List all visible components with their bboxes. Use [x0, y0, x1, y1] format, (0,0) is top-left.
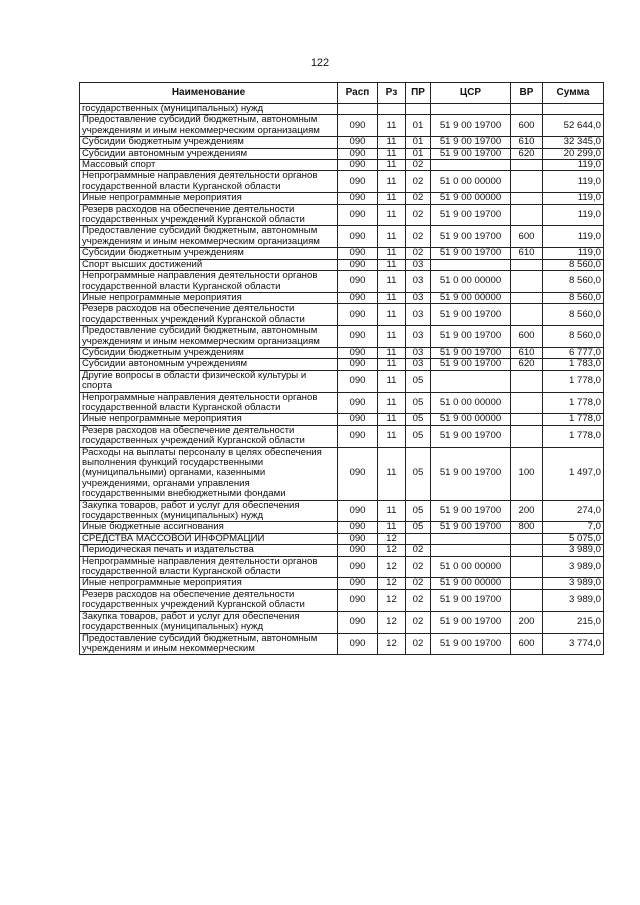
header-rasp: Расп — [338, 83, 378, 104]
cell-rasp: 090 — [338, 578, 378, 589]
cell-sum: 8 560,0 — [543, 271, 604, 293]
cell-rasp: 090 — [338, 370, 378, 392]
cell-csr: 51 0 00 00000 — [431, 171, 511, 193]
cell-sum: 5 075,0 — [543, 533, 604, 544]
cell-rz: 11 — [378, 425, 406, 447]
cell-rasp: 090 — [338, 533, 378, 544]
header-csr: ЦСР — [431, 83, 511, 104]
table-row — [80, 633, 604, 655]
cell-pr: 03 — [406, 271, 431, 293]
cell-pr: 02 — [406, 578, 431, 589]
cell-vr: 800 — [511, 522, 543, 533]
cell-vr — [511, 271, 543, 293]
table-row — [80, 304, 604, 326]
cell-sum: 20 299,0 — [543, 148, 604, 159]
cell-csr: 51 9 00 19700 — [431, 611, 511, 633]
table-row — [80, 556, 604, 578]
cell-sum: 8 560,0 — [543, 304, 604, 326]
cell-pr: 05 — [406, 447, 431, 500]
cell-vr: 610 — [511, 347, 543, 358]
cell-sum: 1 778,0 — [543, 414, 604, 425]
cell-rasp: 090 — [338, 500, 378, 522]
table-row — [80, 545, 604, 556]
cell-vr — [511, 556, 543, 578]
cell-pr: 02 — [406, 171, 431, 193]
cell-sum: 52 644,0 — [543, 115, 604, 137]
cell-pr: 03 — [406, 292, 431, 303]
cell-rz: 11 — [378, 193, 406, 204]
cell-rz: 12 — [378, 533, 406, 544]
cell-name: Непрограммные направления деятельности органов государственной власти Курганской области — [80, 171, 338, 193]
cell-vr — [511, 370, 543, 392]
cell-pr: 05 — [406, 522, 431, 533]
cell-name: государственных (муниципальных) нужд — [80, 104, 338, 115]
cell-csr: 51 9 00 00000 — [431, 292, 511, 303]
cell-vr — [511, 425, 543, 447]
cell-pr: 02 — [406, 545, 431, 556]
cell-name: Резерв расходов на обеспечение деятельности государственных учреждений Курганской области — [80, 425, 338, 447]
cell-rz: 11 — [378, 137, 406, 148]
cell-vr — [511, 533, 543, 544]
table-row — [80, 392, 604, 414]
cell-pr: 03 — [406, 326, 431, 348]
cell-name: Субсидии бюджетным учреждениям — [80, 137, 338, 148]
cell-pr: 03 — [406, 347, 431, 358]
cell-rasp: 090 — [338, 414, 378, 425]
cell-pr: 05 — [406, 500, 431, 522]
cell-sum: 8 560,0 — [543, 292, 604, 303]
cell-rz — [378, 104, 406, 115]
cell-pr: 02 — [406, 226, 431, 248]
cell-rz: 11 — [378, 226, 406, 248]
cell-pr — [406, 104, 431, 115]
cell-rasp: 090 — [338, 148, 378, 159]
cell-pr: 03 — [406, 359, 431, 370]
cell-rasp: 090 — [338, 115, 378, 137]
header-vr: ВР — [511, 83, 543, 104]
cell-rasp: 090 — [338, 633, 378, 655]
cell-rz: 11 — [378, 259, 406, 270]
cell-csr: 51 9 00 19700 — [431, 633, 511, 655]
table-row — [80, 204, 604, 226]
table-row — [80, 611, 604, 633]
cell-sum — [543, 104, 604, 115]
cell-name: Предоставление субсидий бюджетным, автономным учреждениям и иным некоммерческим организациям — [80, 115, 338, 137]
cell-vr — [511, 304, 543, 326]
cell-vr: 620 — [511, 148, 543, 159]
cell-rasp: 090 — [338, 545, 378, 556]
cell-rasp: 090 — [338, 248, 378, 259]
cell-pr: 03 — [406, 259, 431, 270]
cell-name: Непрограммные направления деятельности органов государственной власти Курганской области — [80, 556, 338, 578]
cell-csr: 51 0 00 00000 — [431, 392, 511, 414]
cell-csr: 51 9 00 19700 — [431, 248, 511, 259]
table-row — [80, 193, 604, 204]
table-row — [80, 370, 604, 392]
cell-sum: 1 778,0 — [543, 370, 604, 392]
cell-rasp: 090 — [338, 160, 378, 171]
cell-vr — [511, 414, 543, 425]
cell-rasp: 090 — [338, 326, 378, 348]
cell-pr: 01 — [406, 148, 431, 159]
cell-name: Иные непрограммные мероприятия — [80, 414, 338, 425]
cell-rz: 11 — [378, 148, 406, 159]
cell-rasp: 090 — [338, 359, 378, 370]
cell-name: Субсидии автономным учреждениям — [80, 359, 338, 370]
cell-rz: 12 — [378, 589, 406, 611]
cell-name: Резерв расходов на обеспечение деятельности государственных учреждений Курганской области — [80, 304, 338, 326]
cell-name: Резерв расходов на обеспечение деятельности государственных учреждений Курганской области — [80, 204, 338, 226]
cell-pr: 05 — [406, 370, 431, 392]
cell-name: Иные бюджетные ассигнования — [80, 522, 338, 533]
cell-csr: 51 0 00 00000 — [431, 271, 511, 293]
cell-vr: 610 — [511, 137, 543, 148]
cell-name: Субсидии автономным учреждениям — [80, 148, 338, 159]
table-row — [80, 171, 604, 193]
cell-pr: 01 — [406, 137, 431, 148]
cell-rasp: 090 — [338, 171, 378, 193]
cell-rasp: 090 — [338, 589, 378, 611]
cell-pr: 01 — [406, 115, 431, 137]
table-row — [80, 589, 604, 611]
header-sum: Сумма — [543, 83, 604, 104]
cell-csr: 51 9 00 19700 — [431, 359, 511, 370]
cell-csr — [431, 545, 511, 556]
cell-rz: 12 — [378, 611, 406, 633]
table-row — [80, 359, 604, 370]
cell-rz: 11 — [378, 204, 406, 226]
cell-rz: 11 — [378, 248, 406, 259]
cell-rasp: 090 — [338, 226, 378, 248]
cell-vr: 600 — [511, 326, 543, 348]
cell-name: Другие вопросы в области физической культуры и спорта — [80, 370, 338, 392]
cell-name: Иные непрограммные мероприятия — [80, 292, 338, 303]
table-row — [80, 414, 604, 425]
cell-csr: 51 9 00 19700 — [431, 447, 511, 500]
cell-vr — [511, 104, 543, 115]
cell-name: Предоставление субсидий бюджетным, автономным учреждениям и иным некоммерческим организациям — [80, 226, 338, 248]
cell-vr — [511, 589, 543, 611]
cell-name: Иные непрограммные мероприятия — [80, 193, 338, 204]
table-row — [80, 522, 604, 533]
cell-vr: 200 — [511, 500, 543, 522]
cell-rz: 11 — [378, 304, 406, 326]
cell-pr: 05 — [406, 414, 431, 425]
cell-csr — [431, 160, 511, 171]
cell-rz: 11 — [378, 160, 406, 171]
cell-pr: 02 — [406, 611, 431, 633]
cell-vr — [511, 171, 543, 193]
cell-vr — [511, 204, 543, 226]
cell-vr — [511, 193, 543, 204]
cell-rz: 11 — [378, 292, 406, 303]
table-row — [80, 425, 604, 447]
header-name: Наименование — [80, 83, 338, 104]
cell-name: Предоставление субсидий бюджетным, автономным учреждениям и иным некоммерческим организациям — [80, 326, 338, 348]
cell-vr: 620 — [511, 359, 543, 370]
cell-pr: 02 — [406, 204, 431, 226]
cell-vr — [511, 259, 543, 270]
cell-sum: 119,0 — [543, 171, 604, 193]
cell-sum: 1 497,0 — [543, 447, 604, 500]
cell-rasp: 090 — [338, 304, 378, 326]
cell-csr: 51 9 00 00000 — [431, 414, 511, 425]
cell-pr: 02 — [406, 193, 431, 204]
cell-csr — [431, 533, 511, 544]
cell-rz: 11 — [378, 326, 406, 348]
cell-rz: 11 — [378, 271, 406, 293]
cell-rasp: 090 — [338, 392, 378, 414]
cell-csr — [431, 104, 511, 115]
table-row — [80, 137, 604, 148]
cell-rasp: 090 — [338, 611, 378, 633]
cell-sum: 1 778,0 — [543, 392, 604, 414]
cell-sum: 8 560,0 — [543, 326, 604, 348]
cell-name: Непрограммные направления деятельности органов государственной власти Курганской области — [80, 392, 338, 414]
cell-vr — [511, 292, 543, 303]
cell-name: Периодическая печать и издательства — [80, 545, 338, 556]
cell-name: Резерв расходов на обеспечение деятельности государственных учреждений Курганской области — [80, 589, 338, 611]
cell-vr: 100 — [511, 447, 543, 500]
cell-name: Непрограммные направления деятельности органов государственной власти Курганской области — [80, 271, 338, 293]
cell-sum: 119,0 — [543, 204, 604, 226]
cell-sum: 3 774,0 — [543, 633, 604, 655]
cell-vr: 600 — [511, 115, 543, 137]
budget-table — [79, 82, 604, 655]
cell-sum: 3 989,0 — [543, 545, 604, 556]
cell-rasp: 090 — [338, 522, 378, 533]
cell-rz: 12 — [378, 578, 406, 589]
cell-csr: 51 0 00 00000 — [431, 556, 511, 578]
cell-name: Массовый спорт — [80, 160, 338, 171]
cell-rz: 11 — [378, 392, 406, 414]
cell-pr: 02 — [406, 248, 431, 259]
table-body — [80, 104, 604, 655]
cell-rasp: 090 — [338, 347, 378, 358]
cell-name: Расходы на выплаты персоналу в целях обеспечения выполнения функций государственными (муниципальными) органами, казенными учреждениями, органами управления государственными внебюджетными фондами — [80, 447, 338, 500]
cell-csr: 51 9 00 00000 — [431, 578, 511, 589]
cell-sum: 215,0 — [543, 611, 604, 633]
cell-sum: 119,0 — [543, 193, 604, 204]
cell-rz: 11 — [378, 414, 406, 425]
cell-sum: 3 989,0 — [543, 578, 604, 589]
table-row — [80, 248, 604, 259]
cell-csr: 51 9 00 19700 — [431, 326, 511, 348]
cell-name: Субсидии бюджетным учреждениям — [80, 347, 338, 358]
table-row — [80, 500, 604, 522]
cell-pr: 03 — [406, 304, 431, 326]
cell-vr: 610 — [511, 248, 543, 259]
cell-sum: 8 560,0 — [543, 259, 604, 270]
cell-pr — [406, 533, 431, 544]
cell-name: Закупка товаров, работ и услуг для обеспечения государственных (муниципальных) нужд — [80, 611, 338, 633]
cell-csr: 51 9 00 00000 — [431, 193, 511, 204]
cell-pr: 02 — [406, 160, 431, 171]
cell-sum: 119,0 — [543, 248, 604, 259]
table-row — [80, 160, 604, 171]
cell-vr — [511, 392, 543, 414]
cell-vr — [511, 160, 543, 171]
cell-sum: 6 777,0 — [543, 347, 604, 358]
cell-csr: 51 9 00 19700 — [431, 500, 511, 522]
cell-rz: 11 — [378, 359, 406, 370]
cell-csr: 51 9 00 19700 — [431, 425, 511, 447]
header-pr: ПР — [406, 83, 431, 104]
cell-csr — [431, 370, 511, 392]
cell-vr: 200 — [511, 611, 543, 633]
table-row — [80, 578, 604, 589]
cell-rasp: 090 — [338, 292, 378, 303]
cell-rasp: 090 — [338, 193, 378, 204]
cell-sum: 7,0 — [543, 522, 604, 533]
cell-name: Субсидии бюджетным учреждениям — [80, 248, 338, 259]
cell-name: СРЕДСТВА МАССОВОЙ ИНФОРМАЦИИ — [80, 533, 338, 544]
cell-rz: 11 — [378, 370, 406, 392]
table-row — [80, 326, 604, 348]
table-row — [80, 104, 604, 115]
table-row — [80, 115, 604, 137]
cell-pr: 05 — [406, 392, 431, 414]
cell-csr: 51 9 00 19700 — [431, 204, 511, 226]
cell-rasp: 090 — [338, 447, 378, 500]
cell-csr: 51 9 00 19700 — [431, 304, 511, 326]
cell-rz: 11 — [378, 347, 406, 358]
cell-name: Предоставление субсидий бюджетным, автономным учреждениям и иным некоммерческим — [80, 633, 338, 655]
cell-vr — [511, 578, 543, 589]
cell-vr — [511, 545, 543, 556]
header-rz: Рз — [378, 83, 406, 104]
cell-pr: 02 — [406, 589, 431, 611]
cell-csr: 51 9 00 19700 — [431, 226, 511, 248]
cell-rasp: 090 — [338, 556, 378, 578]
cell-name: Иные непрограммные мероприятия — [80, 578, 338, 589]
cell-rz: 12 — [378, 556, 406, 578]
cell-pr: 05 — [406, 425, 431, 447]
cell-rasp: 090 — [338, 259, 378, 270]
table-row — [80, 447, 604, 500]
table-row — [80, 259, 604, 270]
cell-rz: 11 — [378, 447, 406, 500]
cell-sum: 1 778,0 — [543, 425, 604, 447]
cell-rasp: 090 — [338, 204, 378, 226]
cell-rasp: 090 — [338, 425, 378, 447]
cell-rz: 11 — [378, 522, 406, 533]
cell-rz: 12 — [378, 633, 406, 655]
cell-sum: 32 345,0 — [543, 137, 604, 148]
table-header-row — [80, 83, 604, 104]
cell-rz: 11 — [378, 500, 406, 522]
cell-vr: 600 — [511, 633, 543, 655]
cell-pr: 02 — [406, 556, 431, 578]
table-row — [80, 347, 604, 358]
cell-sum: 1 783,0 — [543, 359, 604, 370]
table-row — [80, 226, 604, 248]
cell-vr: 600 — [511, 226, 543, 248]
cell-name: Закупка товаров, работ и услуг для обеспечения государственных (муниципальных) нужд — [80, 500, 338, 522]
cell-rasp: 090 — [338, 271, 378, 293]
table-row — [80, 533, 604, 544]
cell-csr — [431, 259, 511, 270]
cell-rz: 12 — [378, 545, 406, 556]
cell-csr: 51 9 00 19700 — [431, 347, 511, 358]
cell-pr: 02 — [406, 633, 431, 655]
table-row — [80, 271, 604, 293]
cell-sum: 3 989,0 — [543, 589, 604, 611]
cell-sum: 119,0 — [543, 160, 604, 171]
table-row — [80, 148, 604, 159]
cell-rz: 11 — [378, 115, 406, 137]
cell-csr: 51 9 00 19700 — [431, 137, 511, 148]
cell-sum: 119,0 — [543, 226, 604, 248]
cell-name: Спорт высших достижений — [80, 259, 338, 270]
cell-csr: 51 9 00 19700 — [431, 522, 511, 533]
cell-csr: 51 9 00 19700 — [431, 148, 511, 159]
cell-rasp — [338, 104, 378, 115]
cell-sum: 3 989,0 — [543, 556, 604, 578]
cell-csr: 51 9 00 19700 — [431, 589, 511, 611]
table-row — [80, 292, 604, 303]
cell-rasp: 090 — [338, 137, 378, 148]
page-number: 122 — [310, 57, 330, 69]
cell-csr: 51 9 00 19700 — [431, 115, 511, 137]
cell-rz: 11 — [378, 171, 406, 193]
cell-sum: 274,0 — [543, 500, 604, 522]
